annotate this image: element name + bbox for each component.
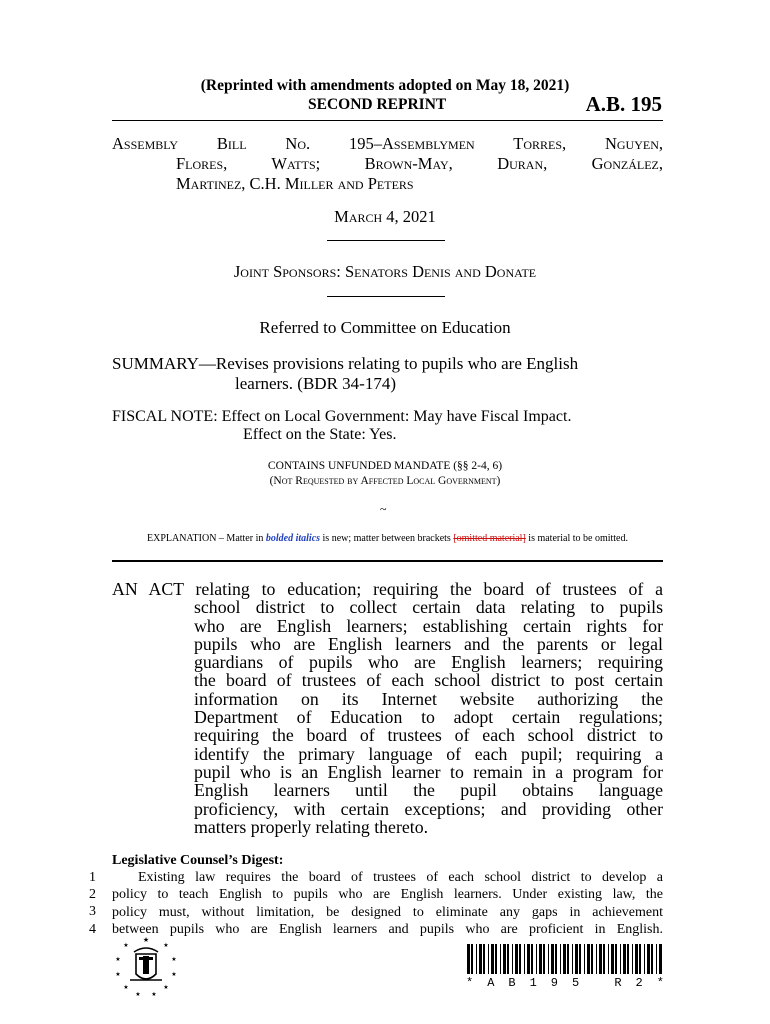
explanation-omitted-material: [omitted material] — [453, 533, 526, 544]
barcode-bar — [507, 944, 509, 974]
act-title — [112, 580, 663, 836]
barcode-bar — [467, 944, 470, 974]
line-number: 1 — [89, 870, 96, 885]
bill-sponsors — [112, 134, 663, 194]
fiscal-note-line-2: Effect on the State: Yes. — [243, 426, 397, 443]
header-rule — [112, 120, 663, 121]
barcode-glyph: * — [466, 976, 474, 990]
barcode-bar — [543, 944, 545, 974]
introduction-date: March 4, 2021 — [334, 207, 436, 226]
barcode-bar — [488, 944, 489, 974]
barcode-bar — [524, 944, 525, 974]
barcode-glyph: * — [656, 976, 664, 990]
barcode-bar — [632, 944, 633, 974]
reprint-label: SECOND REPRINT — [308, 96, 447, 113]
joint-sponsors: Joint Sponsors: Senators Denis and Donate — [233, 262, 537, 281]
unfunded-mandate — [0, 459, 770, 489]
barcode-bar — [512, 944, 513, 974]
digest-line: policy must, without limitation, be designed to eliminate any gaps in achievement — [112, 904, 663, 920]
barcode-bar — [591, 944, 593, 974]
sponsors-line-1: Assembly Bill No. 195–Assemblymen Torres, Nguyen, — [112, 134, 663, 153]
fiscal-note — [112, 408, 663, 444]
act-line: identify the primary language of each pupil; requiring a — [194, 743, 663, 764]
barcode-bar — [515, 944, 518, 974]
act-line: information on its Internet website authorizing the — [194, 688, 663, 709]
svg-text:★: ★ — [135, 992, 141, 998]
barcode-bar — [575, 944, 578, 974]
barcode-bar — [656, 944, 657, 974]
act-line: pupil who is an English learner to remain in a program for — [194, 761, 663, 782]
barcode-bar — [608, 944, 609, 974]
svg-text:★: ★ — [123, 943, 129, 949]
barcode-bar — [572, 944, 573, 974]
barcode-bar — [647, 944, 650, 974]
svg-text:★: ★ — [115, 957, 121, 963]
digest-line: between pupils who are English learners and pupils who are proficient in English. — [112, 921, 663, 937]
barcode-bar — [620, 944, 621, 974]
barcode-bar — [615, 944, 617, 974]
barcode-bar — [471, 944, 473, 974]
divider-dash — [327, 296, 445, 297]
act-line: guardians of pupils who are English learners; requiring — [194, 652, 663, 673]
digest-line-numbers — [82, 869, 96, 938]
barcode-bar — [479, 944, 482, 974]
svg-text:★: ★ — [123, 985, 129, 991]
barcode-bar — [519, 944, 521, 974]
barcode-glyph: 9 — [550, 976, 558, 990]
svg-text:★: ★ — [171, 972, 177, 978]
barcode-glyph: 2 — [635, 976, 643, 990]
barcode-bar — [503, 944, 506, 974]
svg-text:★: ★ — [163, 943, 169, 949]
bill-id: A.B. 195 — [585, 92, 662, 116]
tilde-mark: ~ — [380, 502, 387, 516]
act-line: matters properly relating thereto. — [194, 816, 429, 837]
act-line: Department of Education to adopt certain regulations; — [194, 707, 663, 728]
barcode-text — [466, 976, 664, 990]
explanation-new-material: bolded italics — [265, 533, 321, 544]
fiscal-note-line-1: FISCAL NOTE: Effect on Local Government: May have Fiscal Impact. — [112, 408, 572, 425]
digest-line: Existing law requires the board of trustees of each school district to develop a — [138, 870, 663, 886]
svg-text:★: ★ — [151, 992, 157, 998]
svg-text:★: ★ — [142, 936, 150, 944]
state-seal-icon — [112, 934, 180, 998]
act-line: English learners until the pupil obtains language — [194, 780, 663, 801]
explanation-middle: is new; matter between brackets — [320, 533, 454, 544]
act-line: pupils who are English learners and the parents or legal — [194, 633, 663, 654]
barcode-bar — [539, 944, 542, 974]
explanation-suffix: is material to be omitted. — [525, 533, 628, 544]
barcode-bar — [611, 944, 614, 974]
barcode-bar — [639, 944, 641, 974]
barcode-bar — [476, 944, 477, 974]
explanation-note — [112, 533, 663, 544]
barcode-bar — [560, 944, 561, 974]
summary-line-1: SUMMARY—Revises provisions relating to pupils who are English — [112, 354, 579, 373]
line-number: 3 — [89, 904, 96, 920]
barcode-bar — [500, 944, 501, 974]
barcode-bar — [659, 944, 662, 974]
act-line: school district to collect certain data relating to pupils — [194, 597, 663, 618]
svg-text:★: ★ — [171, 957, 177, 963]
barcode-bar — [599, 944, 602, 974]
barcode-glyph: 5 — [571, 976, 580, 990]
section-rule — [112, 560, 663, 562]
barcode-bar — [491, 944, 494, 974]
barcode-glyph: 1 — [529, 976, 537, 990]
act-line: AN ACT relating to education; requiring the board of trustees of a — [112, 579, 663, 599]
barcode-icon — [466, 944, 664, 974]
barcode-bar — [567, 944, 569, 974]
svg-text:★: ★ — [115, 972, 121, 978]
barcode-glyph: A — [487, 976, 495, 990]
barcode-bar — [551, 944, 554, 974]
barcode-glyph: R — [614, 976, 622, 990]
barcode-bar — [596, 944, 597, 974]
barcode-bar — [527, 944, 530, 974]
barcode-bar — [483, 944, 485, 974]
explanation-prefix: EXPLANATION – Matter in — [146, 533, 266, 544]
mandate-line-2: (Not Requested by Affected Local Government) — [269, 475, 501, 487]
bill-summary — [112, 354, 663, 394]
digest-line: policy to teach English to pupils who are English learners. Under existing law, the — [112, 887, 663, 903]
reprint-note: (Reprinted with amendments adopted on May 18, 2021) — [200, 77, 570, 94]
sponsors-line-3: Martinez, C.H. Miller and Peters — [176, 174, 414, 193]
barcode-bar — [584, 944, 585, 974]
barcode-bar — [587, 944, 590, 974]
act-line: proficiency, with certain exceptions; and providing other — [194, 798, 663, 819]
line-number: 4 — [89, 921, 96, 937]
barcode-bar — [623, 944, 626, 974]
barcode-bar — [651, 944, 653, 974]
act-line: who are English learners; establishing certain rights for — [194, 615, 663, 636]
barcode-bar — [531, 944, 533, 974]
barcode-bar — [555, 944, 557, 974]
barcode-bar — [627, 944, 629, 974]
barcode-bar — [644, 944, 645, 974]
barcode-bar — [603, 944, 605, 974]
barcode-bar — [536, 944, 537, 974]
sponsors-line-2: Flores, Watts; Brown-May, Duran, González, — [176, 154, 663, 173]
barcode-glyph: B — [508, 976, 516, 990]
barcode-bar — [635, 944, 638, 974]
barcode-glyph — [593, 976, 600, 990]
barcode-bar — [563, 944, 566, 974]
summary-line-2: learners. (BDR 34-174) — [235, 374, 396, 393]
divider-dash — [327, 240, 445, 241]
act-line: requiring the board of trustees of each school district to — [194, 725, 663, 746]
legislative-digest — [112, 852, 663, 938]
barcode-bar — [495, 944, 497, 974]
line-number: 2 — [89, 887, 96, 903]
digest-title: Legislative Counsel’s Digest: — [112, 853, 284, 868]
committee-referral: Referred to Committee on Education — [259, 318, 511, 337]
mandate-line-1: CONTAINS UNFUNDED MANDATE (§§ 2-4, 6) — [267, 460, 503, 472]
act-line: the board of trustees of each school district to post certain — [194, 670, 663, 691]
barcode-bar — [548, 944, 549, 974]
svg-text:★: ★ — [163, 985, 169, 991]
barcode-bar — [579, 944, 581, 974]
